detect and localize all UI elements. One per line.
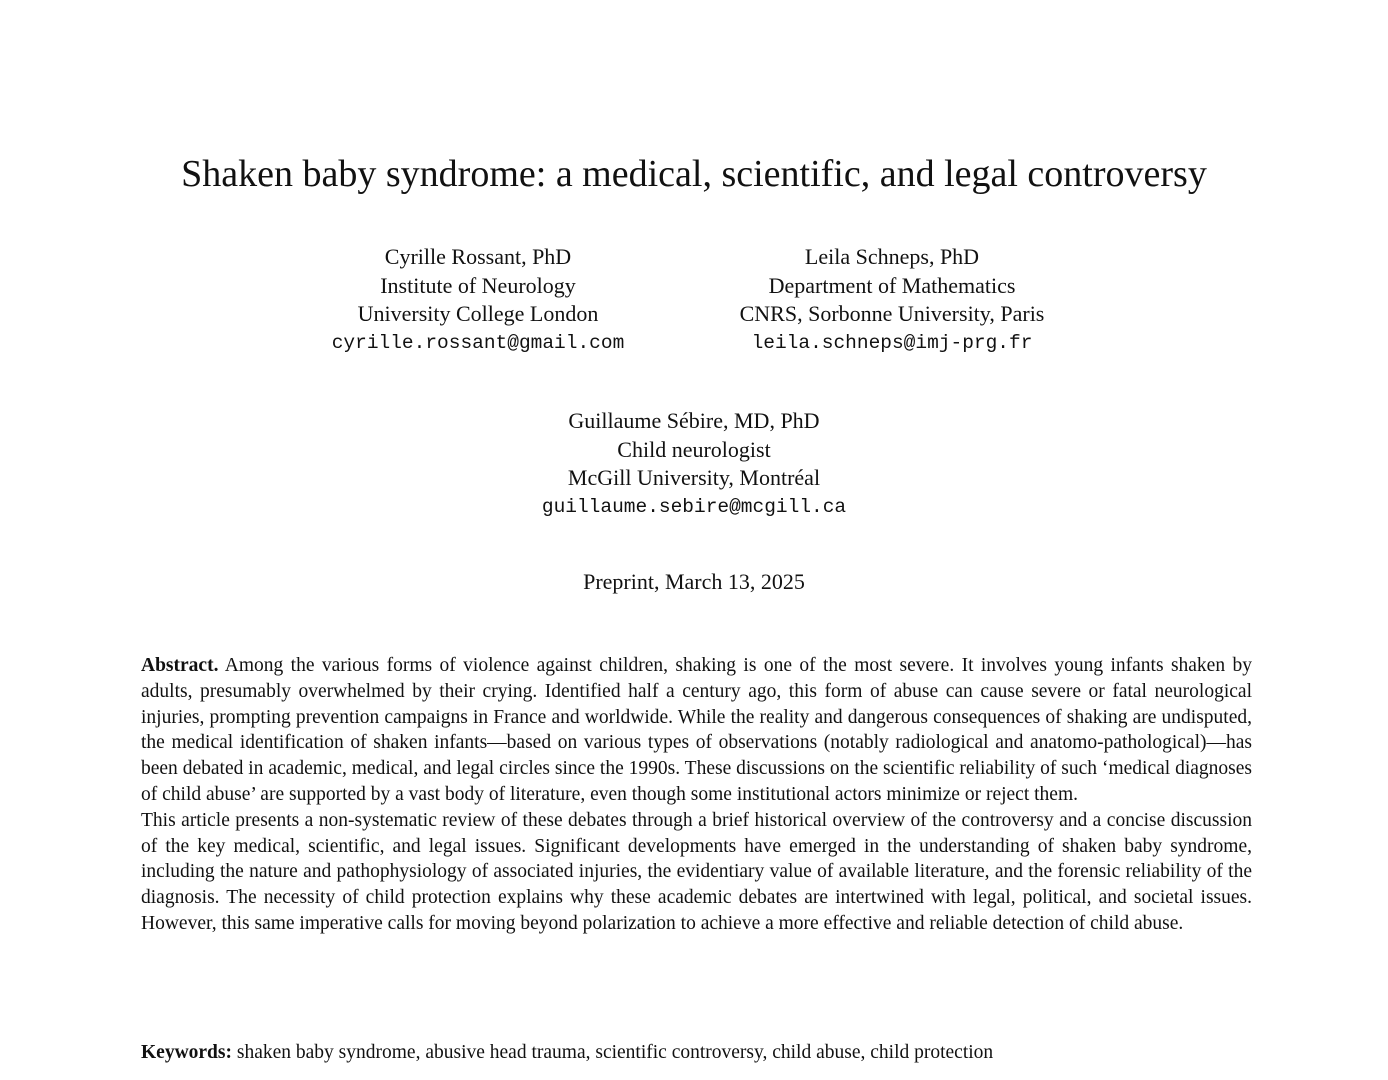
author-affiliation: Child neurologist xyxy=(617,436,771,462)
paper-title: Shaken baby syndrome: a medical, scientific, and legal controversy xyxy=(181,153,1207,195)
author-institution: McGill University, Montréal xyxy=(567,465,821,490)
abstract xyxy=(141,653,1252,937)
abstract-paragraph-2 xyxy=(141,808,1252,937)
author-email: cyrille.rossant@gmail.com xyxy=(331,331,625,354)
author-name: Leila Schneps, PhD xyxy=(804,244,980,269)
keywords-text: shaken baby syndrome, abusive head trauma, scientific controversy, child abuse, child protection xyxy=(236,1042,994,1063)
abstract-label: Abstract. xyxy=(141,655,219,676)
author-affiliation: Department of Mathematics xyxy=(768,272,1016,298)
author-block-rossant xyxy=(278,243,678,357)
author-block-schneps xyxy=(680,243,1104,357)
author-email: guillaume.sebire@mcgill.ca xyxy=(541,495,847,518)
preprint-date: Preprint, March 13, 2025 xyxy=(583,569,805,594)
keywords xyxy=(141,1040,1252,1066)
author-affiliation: Institute of Neurology xyxy=(380,272,576,298)
keywords-label: Keywords: xyxy=(141,1042,232,1063)
author-email: leila.schneps@imj-prg.fr xyxy=(751,331,1033,354)
abstract-text-1: Among the various forms of violence against children, shaking is one of the most severe. It involves young infants shaken by adults, presumably overwhelmed by their crying. Identified half a century ago, this form of abuse can cause severe or fatal neurological injuries, prompting prevention campaigns in France and worldwide. While the reality and dangerous consequences of shaking are undisputed, the medical identification of shaken infants—based on various types of observations (notably radiological and anatomo-pathological)—has been debated in academic, medical, and legal circles since the 1990s. These discussions on the scientific reliability of such ‘medical diagnoses of child abuse’ are supported by a vast body of literature, even though some institutional actors minimize or reject them. xyxy=(141,655,1252,805)
author-name: Cyrille Rossant, PhD xyxy=(384,244,572,269)
author-block-sebire xyxy=(494,407,894,521)
author-name: Guillaume Sébire, MD, PhD xyxy=(568,408,820,433)
abstract-text-2: This article presents a non-systematic review of these debates through a brief historical overview of the controversy and a concise discussion of the key medical, scientific, and legal issues. Significant developments have emerged in the understanding of shaken baby syndrome, including the nature and pathophysiology of associated injuries, the evidentiary value of available literature, and the forensic reliability of the diagnosis. The necessity of child protection explains why these academic debates are intertwined with legal, political, and societal issues. However, this same imperative calls for moving beyond polarization to achieve a more effective and reliable detection of child abuse. xyxy=(141,809,1252,934)
abstract-paragraph-1 xyxy=(141,653,1252,808)
author-institution: CNRS, Sorbonne University, Paris xyxy=(739,301,1045,326)
author-institution: University College London xyxy=(357,301,599,326)
